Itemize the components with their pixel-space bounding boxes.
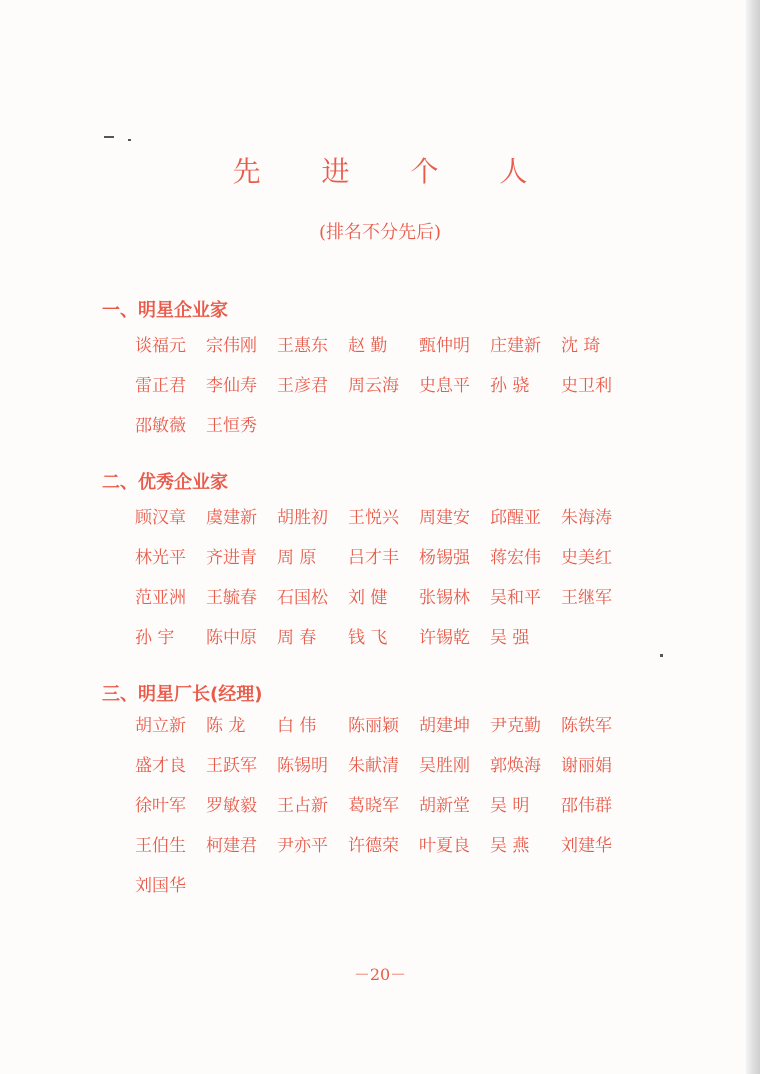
person-name: 宗伟刚 bbox=[206, 336, 257, 356]
person-name: 罗敏毅 bbox=[206, 796, 257, 816]
person-name: 尹亦平 bbox=[277, 836, 328, 856]
scan-speck bbox=[104, 136, 114, 138]
person-name: 蒋宏伟 bbox=[490, 548, 541, 568]
person-name: 吴 强 bbox=[490, 628, 530, 648]
person-name: 雷正君 bbox=[135, 376, 186, 396]
person-name: 刘 健 bbox=[348, 588, 388, 608]
person-name: 刘建华 bbox=[561, 836, 612, 856]
person-name: 王毓春 bbox=[206, 588, 257, 608]
person-name: 吴和平 bbox=[490, 588, 541, 608]
person-name: 钱 飞 bbox=[348, 628, 388, 648]
person-name: 郭焕海 bbox=[490, 756, 541, 776]
person-name: 许德荣 bbox=[348, 836, 399, 856]
person-name: 周 原 bbox=[277, 548, 317, 568]
person-name: 张锡林 bbox=[419, 588, 470, 608]
person-name: 王伯生 bbox=[135, 836, 186, 856]
person-name: 朱海涛 bbox=[561, 508, 612, 528]
person-name: 王跃军 bbox=[206, 756, 257, 776]
person-name: 王恒秀 bbox=[206, 416, 257, 436]
person-name: 刘国华 bbox=[135, 876, 186, 896]
person-name: 胡新堂 bbox=[419, 796, 470, 816]
person-name: 杨锡强 bbox=[419, 548, 470, 568]
person-name: 吴 燕 bbox=[490, 836, 530, 856]
scan-speck bbox=[128, 139, 131, 141]
person-name: 齐进青 bbox=[206, 548, 257, 568]
section-heading: 二、优秀企业家 bbox=[102, 472, 228, 493]
person-name: 李仙寿 bbox=[206, 376, 257, 396]
person-name: 王占新 bbox=[277, 796, 328, 816]
page-title: 先 进 个 人 bbox=[232, 155, 554, 188]
person-name: 陈 龙 bbox=[206, 716, 246, 736]
person-name: 史美红 bbox=[561, 548, 612, 568]
person-name: 周云海 bbox=[348, 376, 399, 396]
person-name: 柯建君 bbox=[206, 836, 257, 856]
person-name: 虞建新 bbox=[206, 508, 257, 528]
person-name: 顾汉章 bbox=[135, 508, 186, 528]
person-name: 石国松 bbox=[277, 588, 328, 608]
person-name: 陈锡明 bbox=[277, 756, 328, 776]
person-name: 沈 琦 bbox=[561, 336, 601, 356]
person-name: 范亚洲 bbox=[135, 588, 186, 608]
person-name: 徐叶军 bbox=[135, 796, 186, 816]
person-name: 甄仲明 bbox=[419, 336, 470, 356]
person-name: 史卫利 bbox=[561, 376, 612, 396]
person-name: 盛才良 bbox=[135, 756, 186, 776]
scan-speck bbox=[660, 654, 663, 657]
person-name: 史息平 bbox=[419, 376, 470, 396]
person-name: 朱献清 bbox=[348, 756, 399, 776]
person-name: 吕才丰 bbox=[348, 548, 399, 568]
person-name: 胡立新 bbox=[135, 716, 186, 736]
person-name: 孙 宇 bbox=[135, 628, 175, 648]
person-name: 邵伟群 bbox=[561, 796, 612, 816]
section-heading: 一、明星企业家 bbox=[102, 300, 228, 321]
person-name: 王彦君 bbox=[277, 376, 328, 396]
page-number: －20－ bbox=[353, 965, 407, 984]
person-name: 邵敏薇 bbox=[135, 416, 186, 436]
person-name: 孙 骁 bbox=[490, 376, 530, 396]
person-name: 赵 勤 bbox=[348, 336, 388, 356]
person-name: 谈福元 bbox=[135, 336, 186, 356]
person-name: 白 伟 bbox=[277, 716, 317, 736]
person-name: 吴胜刚 bbox=[419, 756, 470, 776]
person-name: 吴 明 bbox=[490, 796, 530, 816]
person-name: 庄建新 bbox=[490, 336, 541, 356]
person-name: 胡建坤 bbox=[419, 716, 470, 736]
person-name: 谢丽娟 bbox=[561, 756, 612, 776]
person-name: 葛晓军 bbox=[348, 796, 399, 816]
name-list bbox=[135, 334, 635, 454]
name-list bbox=[135, 506, 635, 666]
person-name: 王惠东 bbox=[277, 336, 328, 356]
person-name: 林光平 bbox=[135, 548, 186, 568]
person-name: 胡胜初 bbox=[277, 508, 328, 528]
person-name: 许锡乾 bbox=[419, 628, 470, 648]
person-name: 周 春 bbox=[277, 628, 317, 648]
page-subtitle: (排名不分先后) bbox=[318, 222, 442, 243]
person-name: 王悦兴 bbox=[348, 508, 399, 528]
person-name: 陈丽颖 bbox=[348, 716, 399, 736]
person-name: 周建安 bbox=[419, 508, 470, 528]
person-name: 陈铁军 bbox=[561, 716, 612, 736]
person-name: 尹克勤 bbox=[490, 716, 541, 736]
person-name: 王继军 bbox=[561, 588, 612, 608]
name-list bbox=[135, 714, 635, 914]
section-heading: 三、明星厂长(经理) bbox=[102, 684, 263, 705]
person-name: 叶夏良 bbox=[419, 836, 470, 856]
person-name: 邱醒亚 bbox=[490, 508, 541, 528]
person-name: 陈中原 bbox=[206, 628, 257, 648]
